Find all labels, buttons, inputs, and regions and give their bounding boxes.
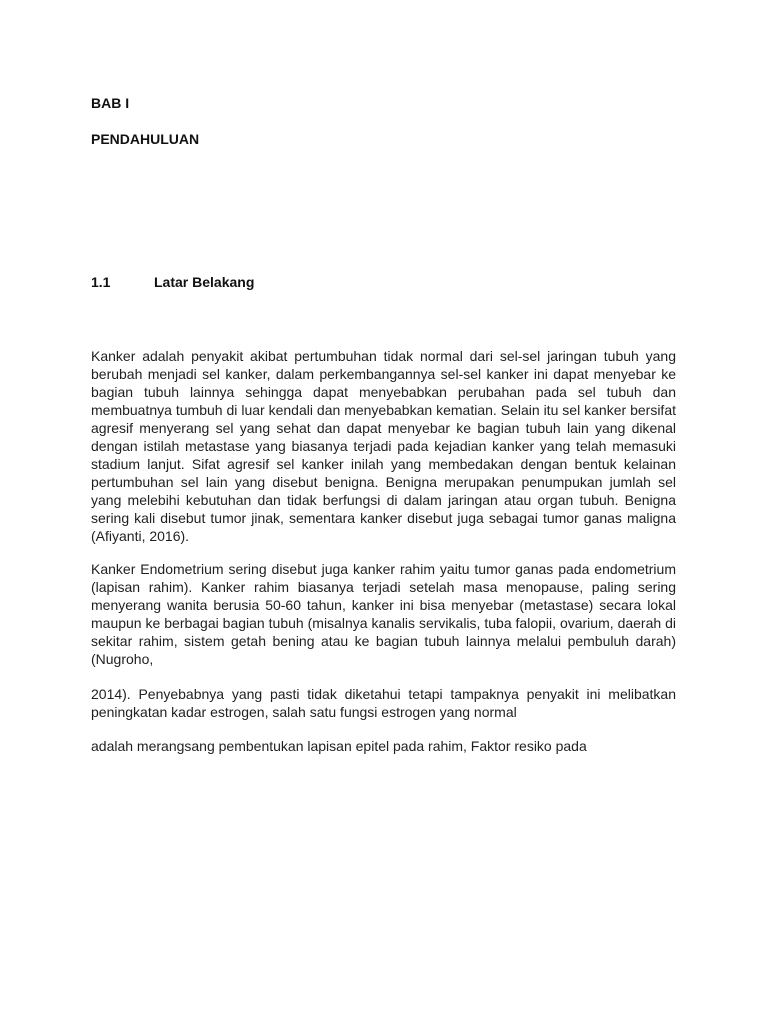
chapter-label: BAB I: [91, 95, 130, 111]
paragraph-faktor-resiko: adalah merangsang pembentukan lapisan epitel pada rahim, Faktor resiko pada: [91, 738, 587, 754]
chapter-title: PENDAHULUAN: [91, 131, 200, 147]
section-heading: [91, 273, 254, 291]
section-number: 1.1: [91, 274, 111, 290]
paragraph-kanker-endometrium: Kanker Endometrium sering disebut juga kanker rahim yaitu tumor ganas pada endometrium (lapisan rahim). Kanker rahim biasanya terjadi setelah masa menopause, paling sering menyerang wanita berusia 50-60 tahun, kanker ini bisa menyebar (metastase) secara lokal maupun ke berbagai bagian tubuh (misalnya kanalis servikalis, tuba falopii, ovarium, daerah di sekitar rahim, sistem getah bening atau ke bagian tubuh lainnya melalui pembuluh darah) (Nugroho,: [91, 561, 676, 667]
paragraph-penyebab: 2014). Penyebabnya yang pasti tidak diketahui tetapi tampaknya penyakit ini melibatkan peningkatan kadar estrogen, salah satu fungsi estrogen yang normal: [91, 686, 676, 720]
section-title: Latar Belakang: [154, 274, 255, 290]
paragraph-kanker-definition: Kanker adalah penyakit akibat pertumbuhan tidak normal dari sel-sel jaringan tubuh yang berubah menjadi sel kanker, dalam perkembangannya sel-sel kanker ini dapat menyebar ke bagian tubuh lainnya sehingga dapat menyebabkan perubahan pada sel tubuh dan membuatnya tumbuh di luar kendali dan menyebabkan kematian. Selain itu sel kanker bersifat agresif menyerang sel yang sehat dan dapat menyebar ke bagian tubuh lain yang dikenal dengan istilah metastase yang biasanya terjadi pada kejadian kanker yang telah memasuki stadium lanjut. Sifat agresif sel kanker inilah yang membedakan dengan bentuk kelainan pertumbuhan sel lain yang disebut benigna. Benigna merupakan penumpukan jumlah sel yang melebihi kebutuhan dan tidak berfungsi di dalam jaringan atau organ tubuh. Benigna sering kali disebut tumor jinak, sementara kanker disebut juga sebagai tumor ganas maligna (Afiyanti, 2016).: [91, 348, 676, 544]
